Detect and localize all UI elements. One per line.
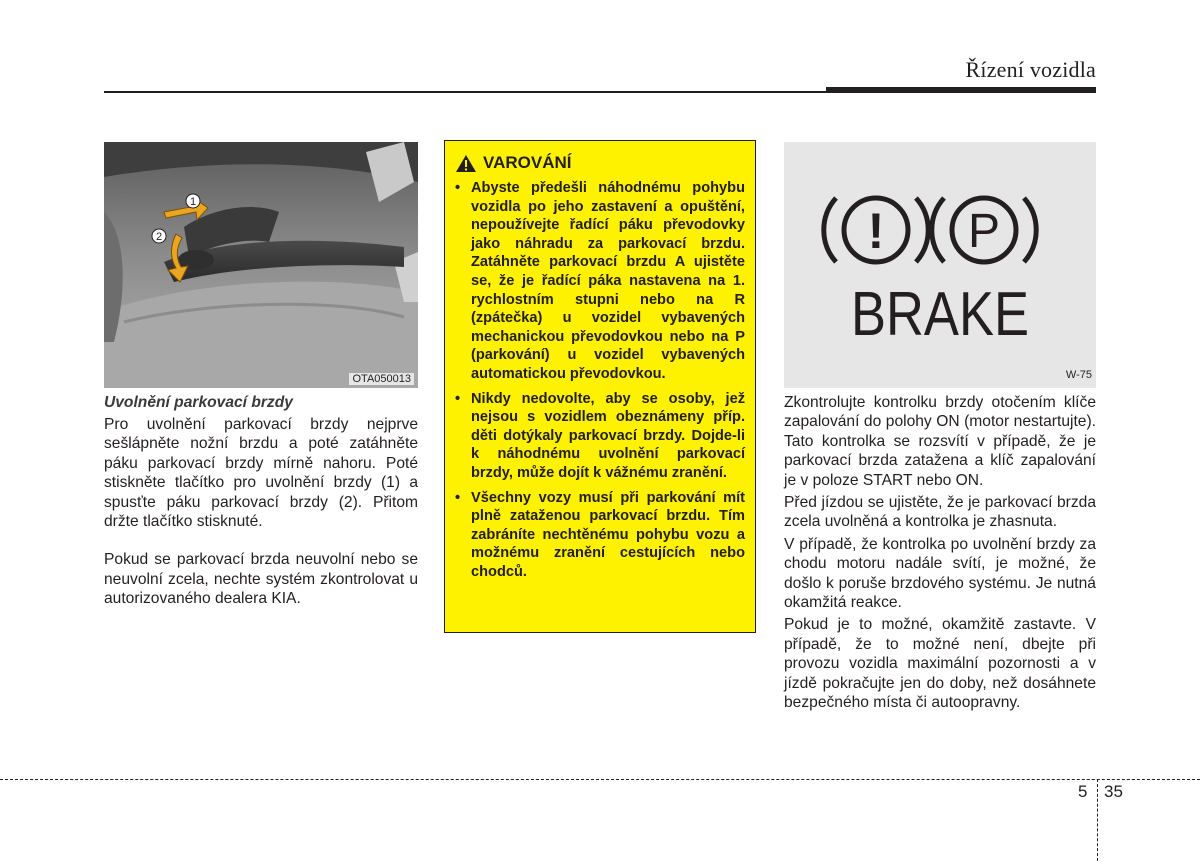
warning-title: VAROVÁNÍ (483, 153, 572, 172)
parking-p-icon (932, 198, 1036, 262)
figure-code: OTA050013 (349, 373, 414, 385)
paragraph: Pokud se parkovací brzda neuvolní nebo se neuvolní zcela, nechte systém zkontrolovat u autorizovaného dealera KIA. (104, 551, 418, 608)
warning-box (444, 140, 756, 633)
warning-item (455, 489, 745, 582)
callout-1: 1 (189, 196, 197, 208)
page-number-divider (1097, 779, 1098, 861)
bullet: • (455, 489, 461, 506)
footer-divider (0, 779, 1200, 780)
page-header-title: Řízení vozidla (965, 57, 1096, 82)
warning-heading (455, 153, 745, 173)
warning-list (455, 179, 745, 581)
paragraph: V případě, že kontrolka po uvolnění brzdy za chodu motoru nadále svítí, je možné, že došlo k poruše brzdového systému. Je nutná okamžitá reakce. (784, 535, 1096, 612)
header-rule-accent (826, 87, 1096, 92)
warning-item (455, 390, 745, 483)
warning-item-text: Abyste předešli náhodnému pohybu vozidla po jeho zastavení a opuštění, nepoužívejte řadící páku převodovky jako náhradu za parkovací brzdu. Zatáhněte parkovací brzdu A ujistěte se, že je řadící páka nastavena na 1. rychlostním stupni nebo na R (zpátečka) u vozidel vybavených mechanickou převodovkou nebo na P (parkování) u vozidel vybavených automatickou převodovkou. (471, 180, 745, 382)
brake-warning-light-figure (784, 142, 1096, 388)
paragraph: Zkontrolujte kontrolku brzdy otočením klíče zapalování do polohy ON (motor nestartujte). Tato kontrolka se rozsvítí v případě, že je parkovací brzda zatažena a klíč zapalování je v poloze START nebo ON. (784, 394, 1096, 489)
paragraph: Pro uvolnění parkovací brzdy nejprve sešlápněte nožní brzdu a poté zatáhněte páku parkovací brzdy mírně nahoru. Poté stiskněte tlačítko pro uvolnění brzdy (1) a spusťte páku parkovací brzdy (2). Přitom držte tlačítko stisknuté. (104, 416, 418, 531)
warning-item-text: Nikdy nedovolte, aby se osoby, jež nejsou s vozidlem obeznámeny příp. děti dotýkaly parkovací brzdy. Dojde-li k náhodnému uvolnění parkovací brzdy, může dojít k vážnému zranění. (471, 390, 745, 481)
warning-item-text: Všechny vozy musí při parkování mít plně zataženou parkovací brzdu. Tím zabráníte nechtěnému pohybu vozu a možnému zranění cestujících nebo chodců. (471, 489, 745, 580)
bullet: • (455, 180, 461, 196)
figure-code: W-75 (1065, 369, 1092, 381)
brake-label: BRAKE (851, 280, 1029, 349)
chapter-number: 5 (1078, 782, 1088, 801)
paragraph: Pokud je to možné, okamžitě zastavte. V případě, že to možné není, dbejte při provozu vozidla maximální pozornosti a v jízdě pokračujte jen do doby, než dosáhnete bezpečného místa či autoopravny. (784, 616, 1096, 712)
exclamation-glyph: ! (867, 203, 885, 259)
right-body-text (784, 393, 1096, 713)
parking-brake-illustration (104, 142, 418, 388)
brake-exclamation-icon (824, 198, 928, 262)
page-number: 35 (1104, 782, 1123, 801)
left-body-text (104, 415, 418, 609)
callout-2: 2 (155, 231, 163, 243)
warning-triangle-icon (455, 154, 477, 173)
brake-warning-light-illustration (784, 142, 1096, 388)
warning-item (455, 179, 745, 384)
bullet: • (455, 390, 461, 407)
paragraph: Před jízdou se ujistěte, že je parkovací brzda zcela uvolněná a kontrolka je zhasnuta. (784, 494, 1096, 531)
p-glyph: P (967, 205, 1001, 258)
parking-brake-photo (104, 142, 418, 388)
figure-caption: Uvolnění parkovací brzdy (104, 394, 293, 411)
